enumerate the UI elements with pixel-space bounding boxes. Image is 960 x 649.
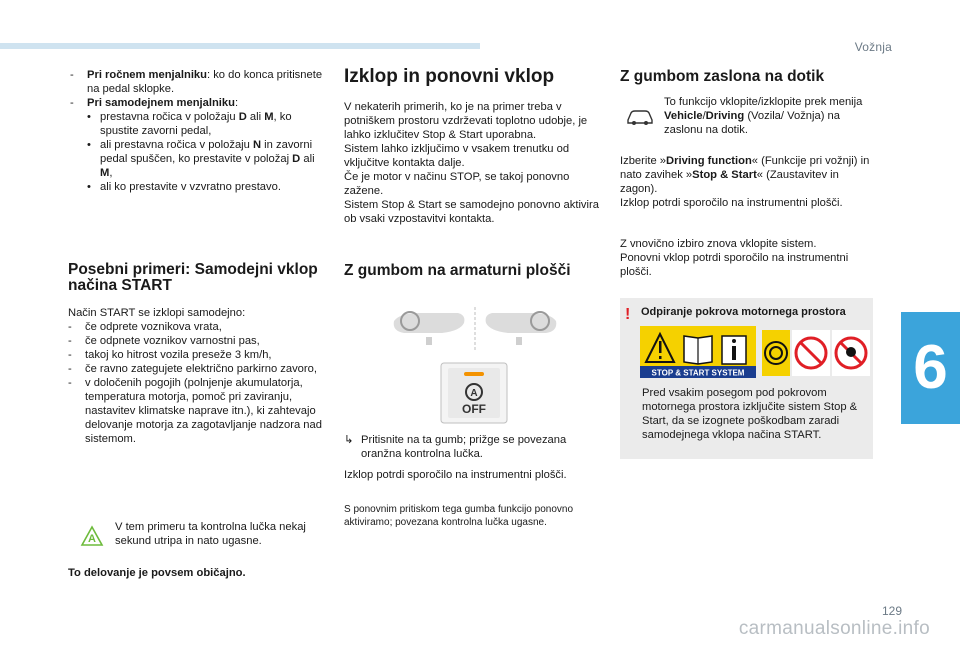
reactivate-note: S ponovnim pritiskom tega gumba funkcijo ponovno aktiviramo; povezana kontrolna lučka ugasne.	[344, 504, 574, 528]
dashboard-illustration	[390, 307, 560, 351]
touchscreen-heading: Z gumbom zaslona na dotik	[620, 68, 825, 85]
sub-list-item: • ali ko prestavite v vzvratno prestavo.	[87, 181, 281, 193]
indicator-note: V tem primeru ta kontrolna lučka nekaj sekund utripa in nato ugasne.	[115, 521, 306, 547]
intro-text: V nekaterih primerih, ko je na primer treba v potniškem prostoru vzdrževati toplotno udobje, je lahko izklučitev Stop & Start uporabna. Sistem lahko izključimo v vsakem trenutku od vključitve kontakta dalje. Če je motor v načinu STOP, se takoj ponovno zažene. Sistem Stop & Start se samodejno ponovno aktivira ob vsaki vzpostavitvi kontakta.	[344, 101, 599, 225]
list-item: - v določenih pogojih (polnjenje akumulatorja, temperatura motorja, pomoč pri zaviranju, nastavitev klimatske naprave itn.), ki zahtevajo delovanje motorja za zagotavljanje nadzora nad sistemom.	[68, 377, 322, 445]
header-bar	[0, 43, 480, 49]
warning-text: Pred vsakim posegom pod pokrovom motornega prostora izključite sistem Stop & Start, da se izognete poškodbam zaradi samodejnega vklopa načina START.	[642, 387, 858, 441]
list-item: - če odprete voznikova vrata,	[68, 321, 222, 333]
dashboard-heading: Z gumbom na armaturni plošči	[344, 262, 571, 279]
confirm-message: Izklop potrdi sporočilo na instrumentni plošči.	[344, 469, 567, 481]
transmission-list	[70, 68, 330, 194]
stop-start-off-button[interactable]	[440, 362, 508, 424]
normal-operation-note: To delovanje je povsem običajno.	[68, 567, 246, 579]
warning-icon: !	[625, 306, 631, 323]
warning-title: Odpiranje pokrova motornega prostora	[641, 306, 846, 318]
svg-text:OFF: OFF	[462, 402, 486, 416]
chapter-tab: 6	[901, 312, 960, 424]
sub-list-item: • prestavna ročica v položaju D ali M, ko spustite zavorni pedal,	[87, 111, 292, 137]
auto-start-list: Način START se izklopi samodejno: - če odprete voznikova vrata, - če odpnete voznikov varnostni pas, - takoj ko hitrost vozila preseže 3 km/h, - če ravno zategujete električno parkirno zavoro, - v določenih pogojih (polnjenje akumulatorja, temperatura motorja, pomoč pri zaviranju, nastavitev klimatske naprave itn.), ki zahtevajo delovanje motorja za zagotavljanje nadzora nad sistemom.	[68, 306, 330, 446]
footer-watermark: carmanualsonline.info	[738, 618, 930, 639]
special-cases-heading: Posebni primeri: Samodejni vklop načina START	[68, 261, 318, 294]
list-item: - Pri samodejnem menjalniku:	[70, 97, 239, 109]
car-icon	[625, 108, 655, 126]
engine-bay-warning-sticker	[640, 326, 870, 384]
arrow-right-icon: ↳	[344, 434, 354, 446]
press-instruction: ↳ Pritisnite na ta gumb; prižge se povezana oranžna kontrolna lučka.	[344, 434, 567, 460]
page-number: 129	[881, 604, 902, 618]
list-item: - če odpnete voznikov varnostni pas,	[68, 335, 260, 347]
chapter-title: Vožnja	[854, 40, 892, 54]
touchscreen-instruction: To funkcijo vklopite/izklopite prek menija Vehicle/Driving (Vozila/ Vožnja) na zaslonu na dotik.	[664, 96, 863, 136]
select-instruction: Izberite »Driving function« (Funkcije pri vožnji) in nato zavihek »Stop & Start« (Zaustavitev in zagon). Izklop potrdi sporočilo na instrumentni plošči.	[620, 155, 870, 209]
list-item: - takoj ko hitrost vozila preseže 3 km/h,	[68, 349, 272, 361]
svg-text:STOP & START SYSTEM: STOP & START SYSTEM	[651, 368, 745, 378]
svg-text:A: A	[470, 388, 478, 399]
stop-start-indicator-icon	[80, 525, 104, 547]
section-title: Izklop in ponovni vklop	[344, 66, 555, 87]
svg-text:A: A	[88, 533, 96, 545]
list-item: - Pri ročnem menjalniku: ko do konca pritisnete na pedal sklopke.	[70, 69, 323, 95]
reactivate-instruction: Z vnovično izbiro znova vklopite sistem. Ponovni vklop potrdi sporočilo na instrumentni plošči.	[620, 238, 849, 278]
sub-list-item: • ali prestavna ročica v položaju N in zavorni pedal spuščen, ko prestavite v položaj D ali M,	[87, 139, 315, 179]
list-item: - če ravno zategujete električno parkirno zavoro,	[68, 363, 317, 375]
